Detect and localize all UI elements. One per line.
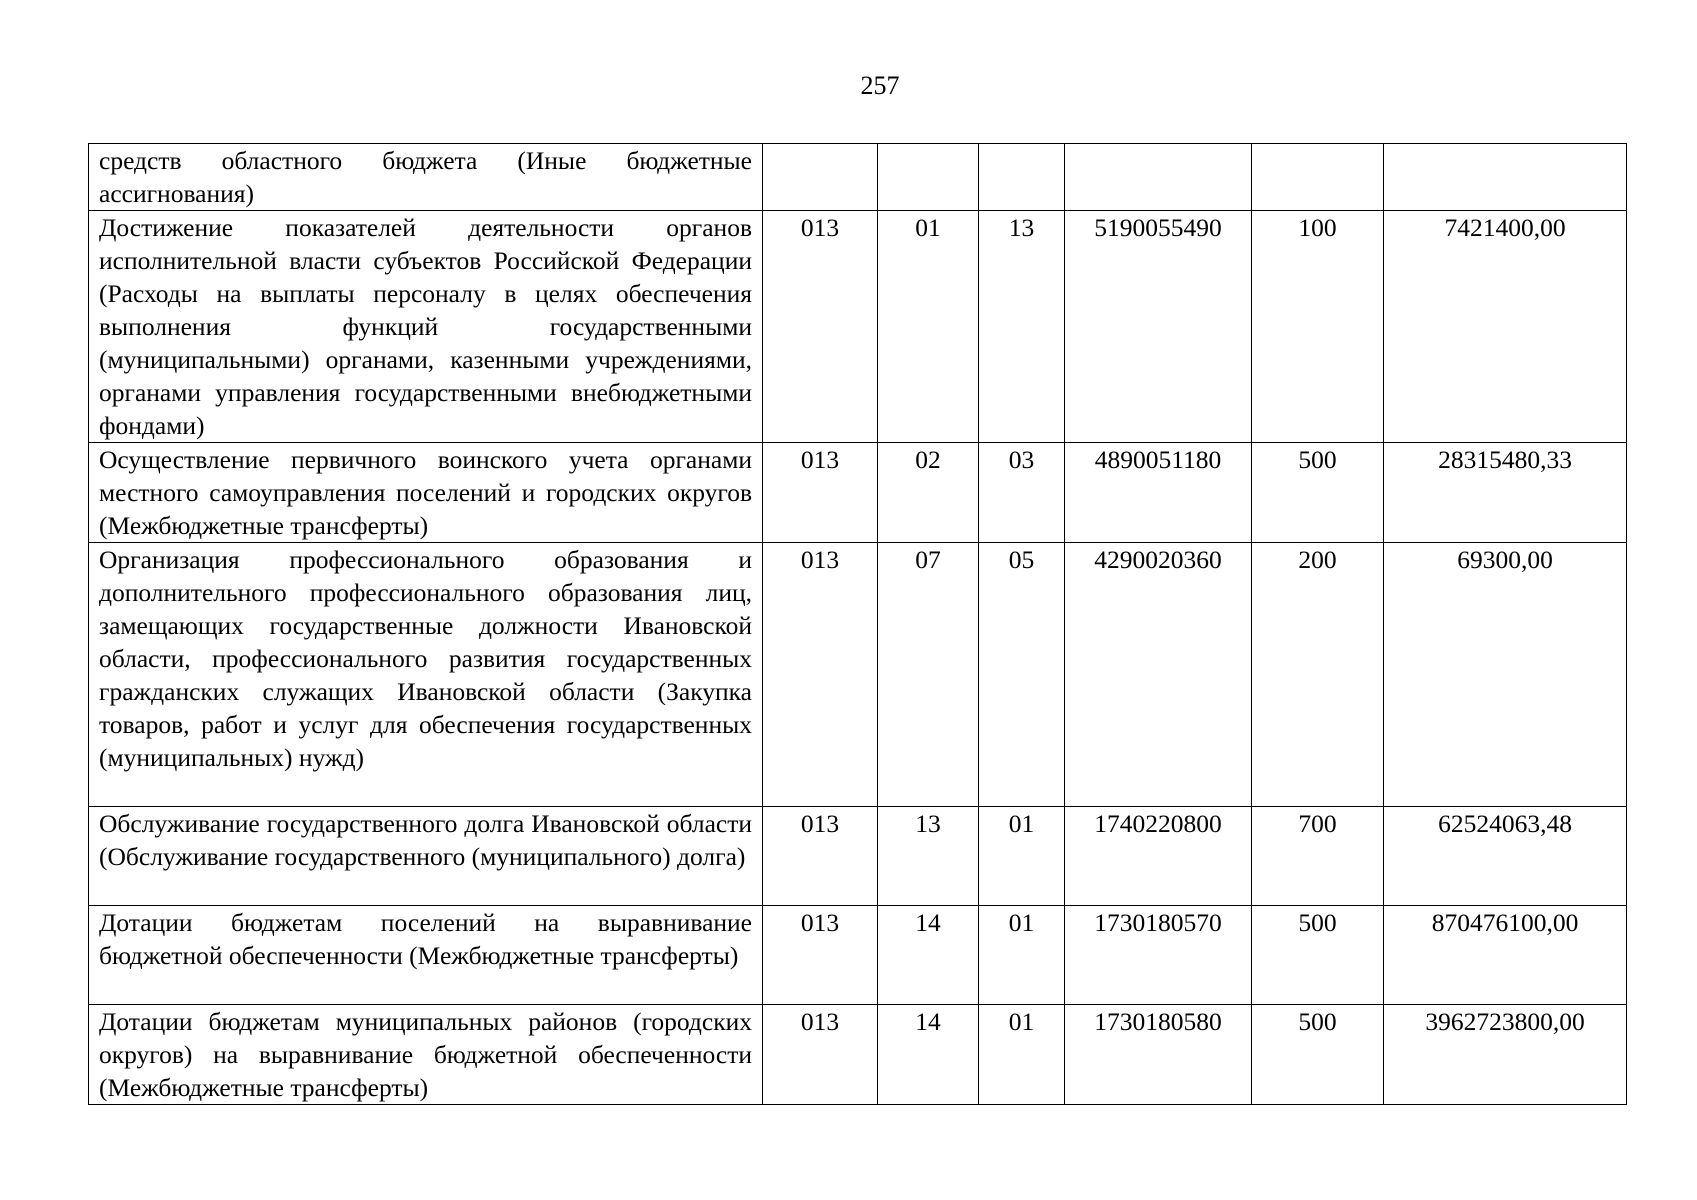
amount-value: 28315480,33 — [1384, 443, 1627, 543]
page-number: 257 — [860, 71, 900, 100]
ministry-code: 013 — [763, 807, 878, 906]
section-code: 07 — [878, 543, 979, 807]
table-row — [89, 144, 1627, 211]
section-code — [878, 144, 979, 211]
amount-value: 3962723800,00 — [1384, 1005, 1627, 1105]
target-article-code: 4890051180 — [1065, 443, 1252, 543]
expense-type-code: 500 — [1252, 443, 1384, 543]
ministry-code: 013 — [763, 443, 878, 543]
target-article-code — [1065, 144, 1252, 211]
section-code: 14 — [878, 1005, 979, 1105]
subsection-code — [979, 144, 1065, 211]
ministry-code — [763, 144, 878, 211]
target-article-code: 1740220800 — [1065, 807, 1252, 906]
subsection-code: 05 — [979, 543, 1065, 807]
ministry-code: 013 — [763, 211, 878, 443]
table-row — [89, 211, 1627, 443]
row-description: Дотации бюджетам муниципальных районов (городских округов) на выравнивание бюджетной обеспеченности (Межбюджетные трансферты) — [89, 1005, 763, 1105]
subsection-code: 01 — [979, 906, 1065, 1005]
expense-type-code: 700 — [1252, 807, 1384, 906]
row-description: средств областного бюджета (Иные бюджетные ассигнования) — [89, 144, 763, 211]
expense-type-code: 100 — [1252, 211, 1384, 443]
amount-value: 62524063,48 — [1384, 807, 1627, 906]
row-description: Обслуживание государственного долга Ивановской области (Обслуживание государственного (муниципального) долга) — [89, 807, 763, 906]
target-article-code: 1730180570 — [1065, 906, 1252, 1005]
amount-value — [1384, 144, 1627, 211]
row-description: Организация профессионального образования и дополнительного профессионального образования лиц, замещающих государственные должности Ивановской области, профессионального развития государственных гражданских служащих Ивановской области (Закупка товаров, работ и услуг для обеспечения государственных (муниципальных) нужд) — [89, 543, 763, 807]
section-code: 14 — [878, 906, 979, 1005]
row-description: Осуществление первичного воинского учета органами местного самоуправления поселений и городских округов (Межбюджетные трансферты) — [89, 443, 763, 543]
section-code: 02 — [878, 443, 979, 543]
section-code: 01 — [878, 211, 979, 443]
target-article-code: 5190055490 — [1065, 211, 1252, 443]
ministry-code: 013 — [763, 543, 878, 807]
table-row — [89, 443, 1627, 543]
amount-value: 870476100,00 — [1384, 906, 1627, 1005]
budget-table — [88, 143, 1627, 1105]
table-row — [89, 807, 1627, 906]
row-description: Достижение показателей деятельности органов исполнительной власти субъектов Российской Федерации (Расходы на выплаты персоналу в целях обеспечения выполнения функций государственными (муниципальными) органами, казенными учреждениями, органами управления государственными внебюджетными фондами) — [89, 211, 763, 443]
subsection-code: 13 — [979, 211, 1065, 443]
section-code: 13 — [878, 807, 979, 906]
ministry-code: 013 — [763, 1005, 878, 1105]
expense-type-code: 500 — [1252, 1005, 1384, 1105]
amount-value: 69300,00 — [1384, 543, 1627, 807]
subsection-code: 01 — [979, 1005, 1065, 1105]
table-row — [89, 906, 1627, 1005]
target-article-code: 1730180580 — [1065, 1005, 1252, 1105]
subsection-code: 03 — [979, 443, 1065, 543]
target-article-code: 4290020360 — [1065, 543, 1252, 807]
amount-value: 7421400,00 — [1384, 211, 1627, 443]
expense-type-code — [1252, 144, 1384, 211]
expense-type-code: 200 — [1252, 543, 1384, 807]
ministry-code: 013 — [763, 906, 878, 1005]
row-description: Дотации бюджетам поселений на выравнивание бюджетной обеспеченности (Межбюджетные трансферты) — [89, 906, 763, 1005]
subsection-code: 01 — [979, 807, 1065, 906]
table-row — [89, 543, 1627, 807]
table-row — [89, 1005, 1627, 1105]
expense-type-code: 500 — [1252, 906, 1384, 1005]
